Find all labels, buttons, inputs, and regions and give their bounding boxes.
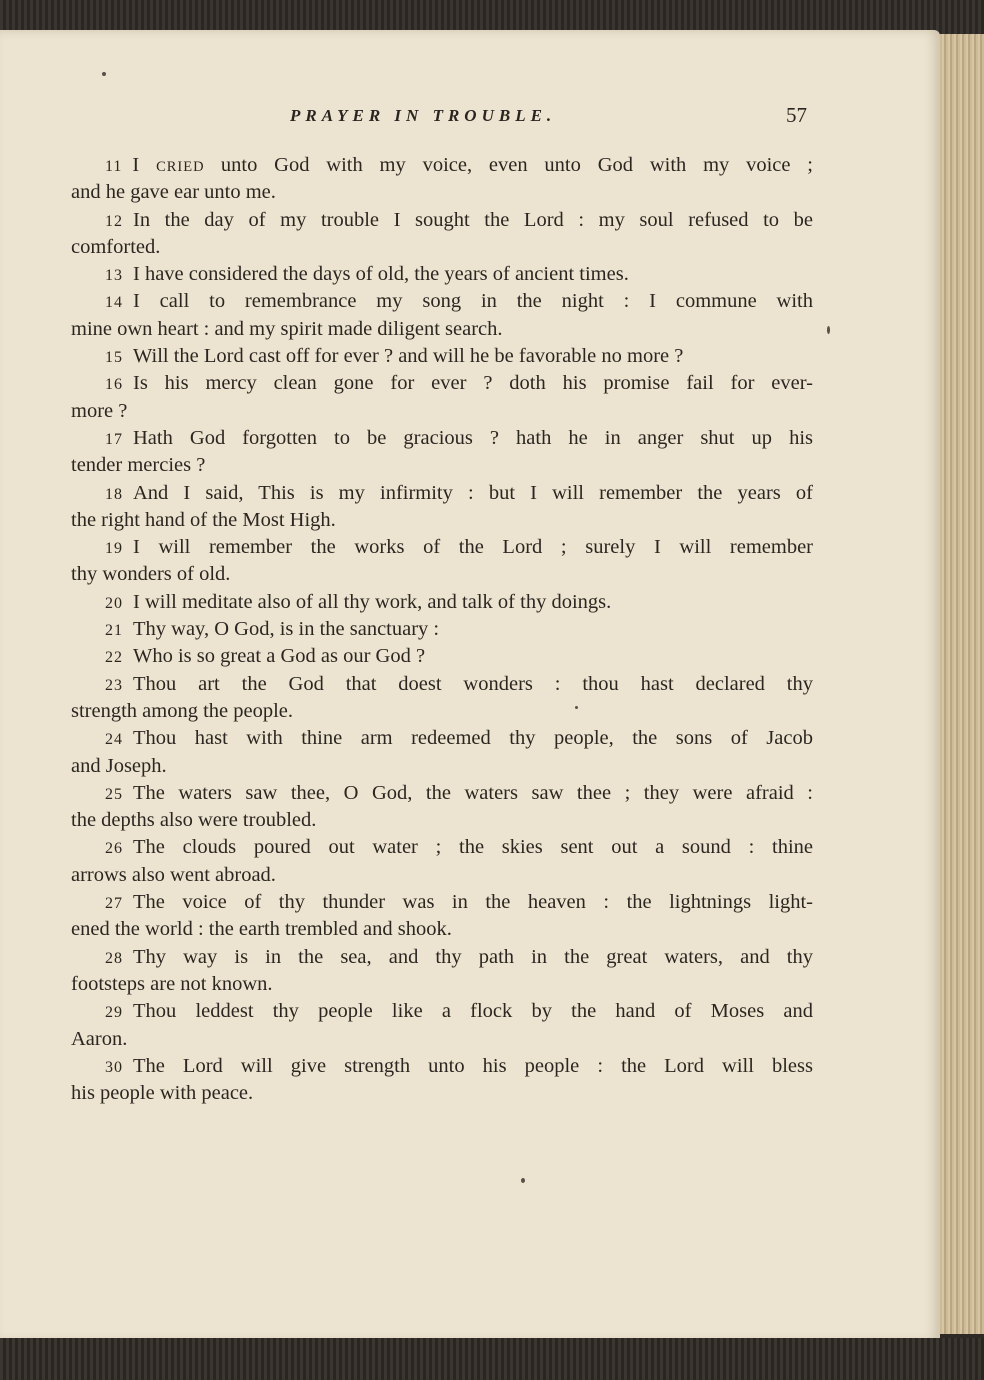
verse-number: 18 bbox=[105, 485, 123, 503]
verse-continuation-line bbox=[71, 561, 813, 588]
verse-number: 16 bbox=[105, 376, 123, 394]
verse-number: 20 bbox=[105, 594, 123, 612]
verse-text: arrows also went abroad. bbox=[71, 863, 276, 886]
verse-text: I will remember the works of the Lord ; surely I will remember bbox=[133, 536, 813, 559]
verse-continuation-line bbox=[71, 1080, 813, 1107]
verse-continuation-line bbox=[71, 1026, 813, 1053]
book-cover-bottom bbox=[0, 1338, 984, 1380]
verse-line bbox=[71, 425, 813, 452]
verse-continuation-line bbox=[71, 807, 813, 834]
verse-line bbox=[71, 589, 813, 616]
verse-number: 26 bbox=[105, 840, 123, 858]
verse-number: 23 bbox=[105, 676, 123, 694]
verse-smallcaps: CRIED bbox=[156, 159, 221, 175]
verse-line bbox=[71, 725, 813, 752]
verse-text: The Lord will give strength unto his people : the Lord will bless bbox=[133, 1054, 813, 1077]
verse-line bbox=[71, 261, 813, 288]
verse-text: tender mercies ? bbox=[71, 454, 206, 477]
verse-text: strength among the people. bbox=[71, 699, 294, 722]
verse-line bbox=[71, 480, 813, 507]
verse-continuation-line bbox=[71, 698, 813, 725]
verse-text: Aaron. bbox=[71, 1027, 128, 1050]
verse-text: The clouds poured out water ; the skies sent out a sound : thine bbox=[133, 836, 813, 859]
verse-number: 21 bbox=[105, 622, 123, 640]
verse-continuation-line bbox=[71, 507, 813, 534]
verse-text: the depths also were troubled. bbox=[71, 809, 317, 832]
verse-text: comforted. bbox=[71, 235, 161, 258]
verse-text: I will meditate also of all thy work, and talk of thy doings. bbox=[133, 590, 612, 613]
ink-speck bbox=[102, 72, 106, 76]
verse-number: 27 bbox=[105, 895, 123, 913]
ink-speck bbox=[521, 1178, 525, 1183]
verse-text: his people with peace. bbox=[71, 1082, 254, 1105]
verse-line bbox=[71, 998, 813, 1025]
verse-text: I have considered the days of old, the years of ancient times. bbox=[133, 263, 629, 286]
verse-text: Hath God forgotten to be gracious ? hath he in anger shut up his bbox=[133, 426, 813, 449]
verse-text: mine own heart : and my spirit made diligent search. bbox=[71, 317, 503, 340]
verse-number: 30 bbox=[105, 1058, 123, 1076]
verse-line bbox=[71, 1053, 813, 1080]
verse-line bbox=[71, 643, 813, 670]
verse-text: Thy way, O God, is in the sanctuary : bbox=[133, 618, 440, 641]
verse-continuation-line bbox=[71, 916, 813, 943]
verse-number: 14 bbox=[105, 294, 123, 312]
verse-number: 15 bbox=[105, 349, 123, 367]
verse-line bbox=[71, 370, 813, 397]
verse-number: 17 bbox=[105, 430, 123, 448]
verse-continuation-line bbox=[71, 452, 813, 479]
ink-speck bbox=[575, 706, 578, 709]
psalm-text bbox=[71, 152, 813, 1107]
verse-text: more ? bbox=[71, 399, 128, 422]
verse-continuation-line bbox=[71, 179, 813, 206]
verse-line bbox=[71, 343, 813, 370]
verse-text: Thou hast with thine arm redeemed thy people, the sons of Jacob bbox=[133, 727, 813, 750]
verse-line bbox=[71, 671, 813, 698]
verse-number: 28 bbox=[105, 949, 123, 967]
verse-lead: I bbox=[132, 154, 157, 176]
verse-text: I call to remembrance my song in the night : I commune with bbox=[133, 290, 813, 313]
verse-text: The waters saw thee, O God, the waters saw thee ; they were afraid : bbox=[133, 781, 813, 804]
verse-line bbox=[71, 152, 813, 179]
verse-text: And I said, This is my infirmity : but I will remember the years of bbox=[133, 481, 813, 504]
verse-line bbox=[71, 944, 813, 971]
verse-number: 12 bbox=[105, 212, 123, 230]
verse-line bbox=[71, 780, 813, 807]
verse-text: and he gave ear unto me. bbox=[71, 181, 276, 204]
page-number: 57 bbox=[786, 103, 807, 127]
verse-number: 29 bbox=[105, 1004, 123, 1022]
verse-continuation-line bbox=[71, 234, 813, 261]
verse-text: Thou leddest thy people like a flock by the hand of Moses and bbox=[133, 1000, 813, 1023]
verse-line bbox=[71, 616, 813, 643]
verse-text: The voice of thy thunder was in the heaven : the lightnings light- bbox=[133, 891, 813, 914]
verse-line bbox=[71, 534, 813, 561]
verse-text: footsteps are not known. bbox=[71, 972, 273, 995]
verse-number: 24 bbox=[105, 731, 123, 749]
verse-text: Will the Lord cast off for ever ? and will he be favorable no more ? bbox=[133, 345, 684, 368]
verse-text: In the day of my trouble I sought the Lord : my soul refused to be bbox=[133, 208, 813, 231]
verse-continuation-line bbox=[71, 398, 813, 425]
verse-continuation-line bbox=[71, 862, 813, 889]
verse-continuation-line bbox=[71, 753, 813, 780]
verse-text: and Joseph. bbox=[71, 754, 167, 777]
verse-text: ened the world : the earth trembled and shook. bbox=[71, 918, 452, 941]
verse-number: 22 bbox=[105, 649, 123, 667]
running-title: PRAYER IN TROUBLE. bbox=[290, 106, 557, 125]
verse-number: 25 bbox=[105, 785, 123, 803]
verse-text: unto God with my voice, even unto God with my voice ; bbox=[220, 154, 814, 176]
verse-text: thy wonders of old. bbox=[71, 563, 231, 586]
verse-number: 11 bbox=[105, 158, 123, 175]
verse-number: 19 bbox=[105, 540, 123, 558]
verse-text: Is his mercy clean gone for ever ? doth his promise fail for ever- bbox=[133, 372, 813, 395]
verse-line bbox=[71, 834, 813, 861]
verse-line bbox=[71, 288, 813, 315]
ink-speck bbox=[827, 326, 830, 334]
verse-number: 13 bbox=[105, 267, 123, 285]
verse-text: Who is so great a God as our God ? bbox=[133, 645, 426, 668]
verse-continuation-line bbox=[71, 316, 813, 343]
verse-text: Thy way is in the sea, and thy path in the great waters, and thy bbox=[133, 945, 813, 968]
verse-text: the right hand of the Most High. bbox=[71, 508, 336, 531]
verse-continuation-line bbox=[71, 971, 813, 998]
verse-line bbox=[71, 889, 813, 916]
verse-text: Thou art the God that doest wonders : thou hast declared thy bbox=[133, 672, 813, 695]
verse-line bbox=[71, 207, 813, 234]
